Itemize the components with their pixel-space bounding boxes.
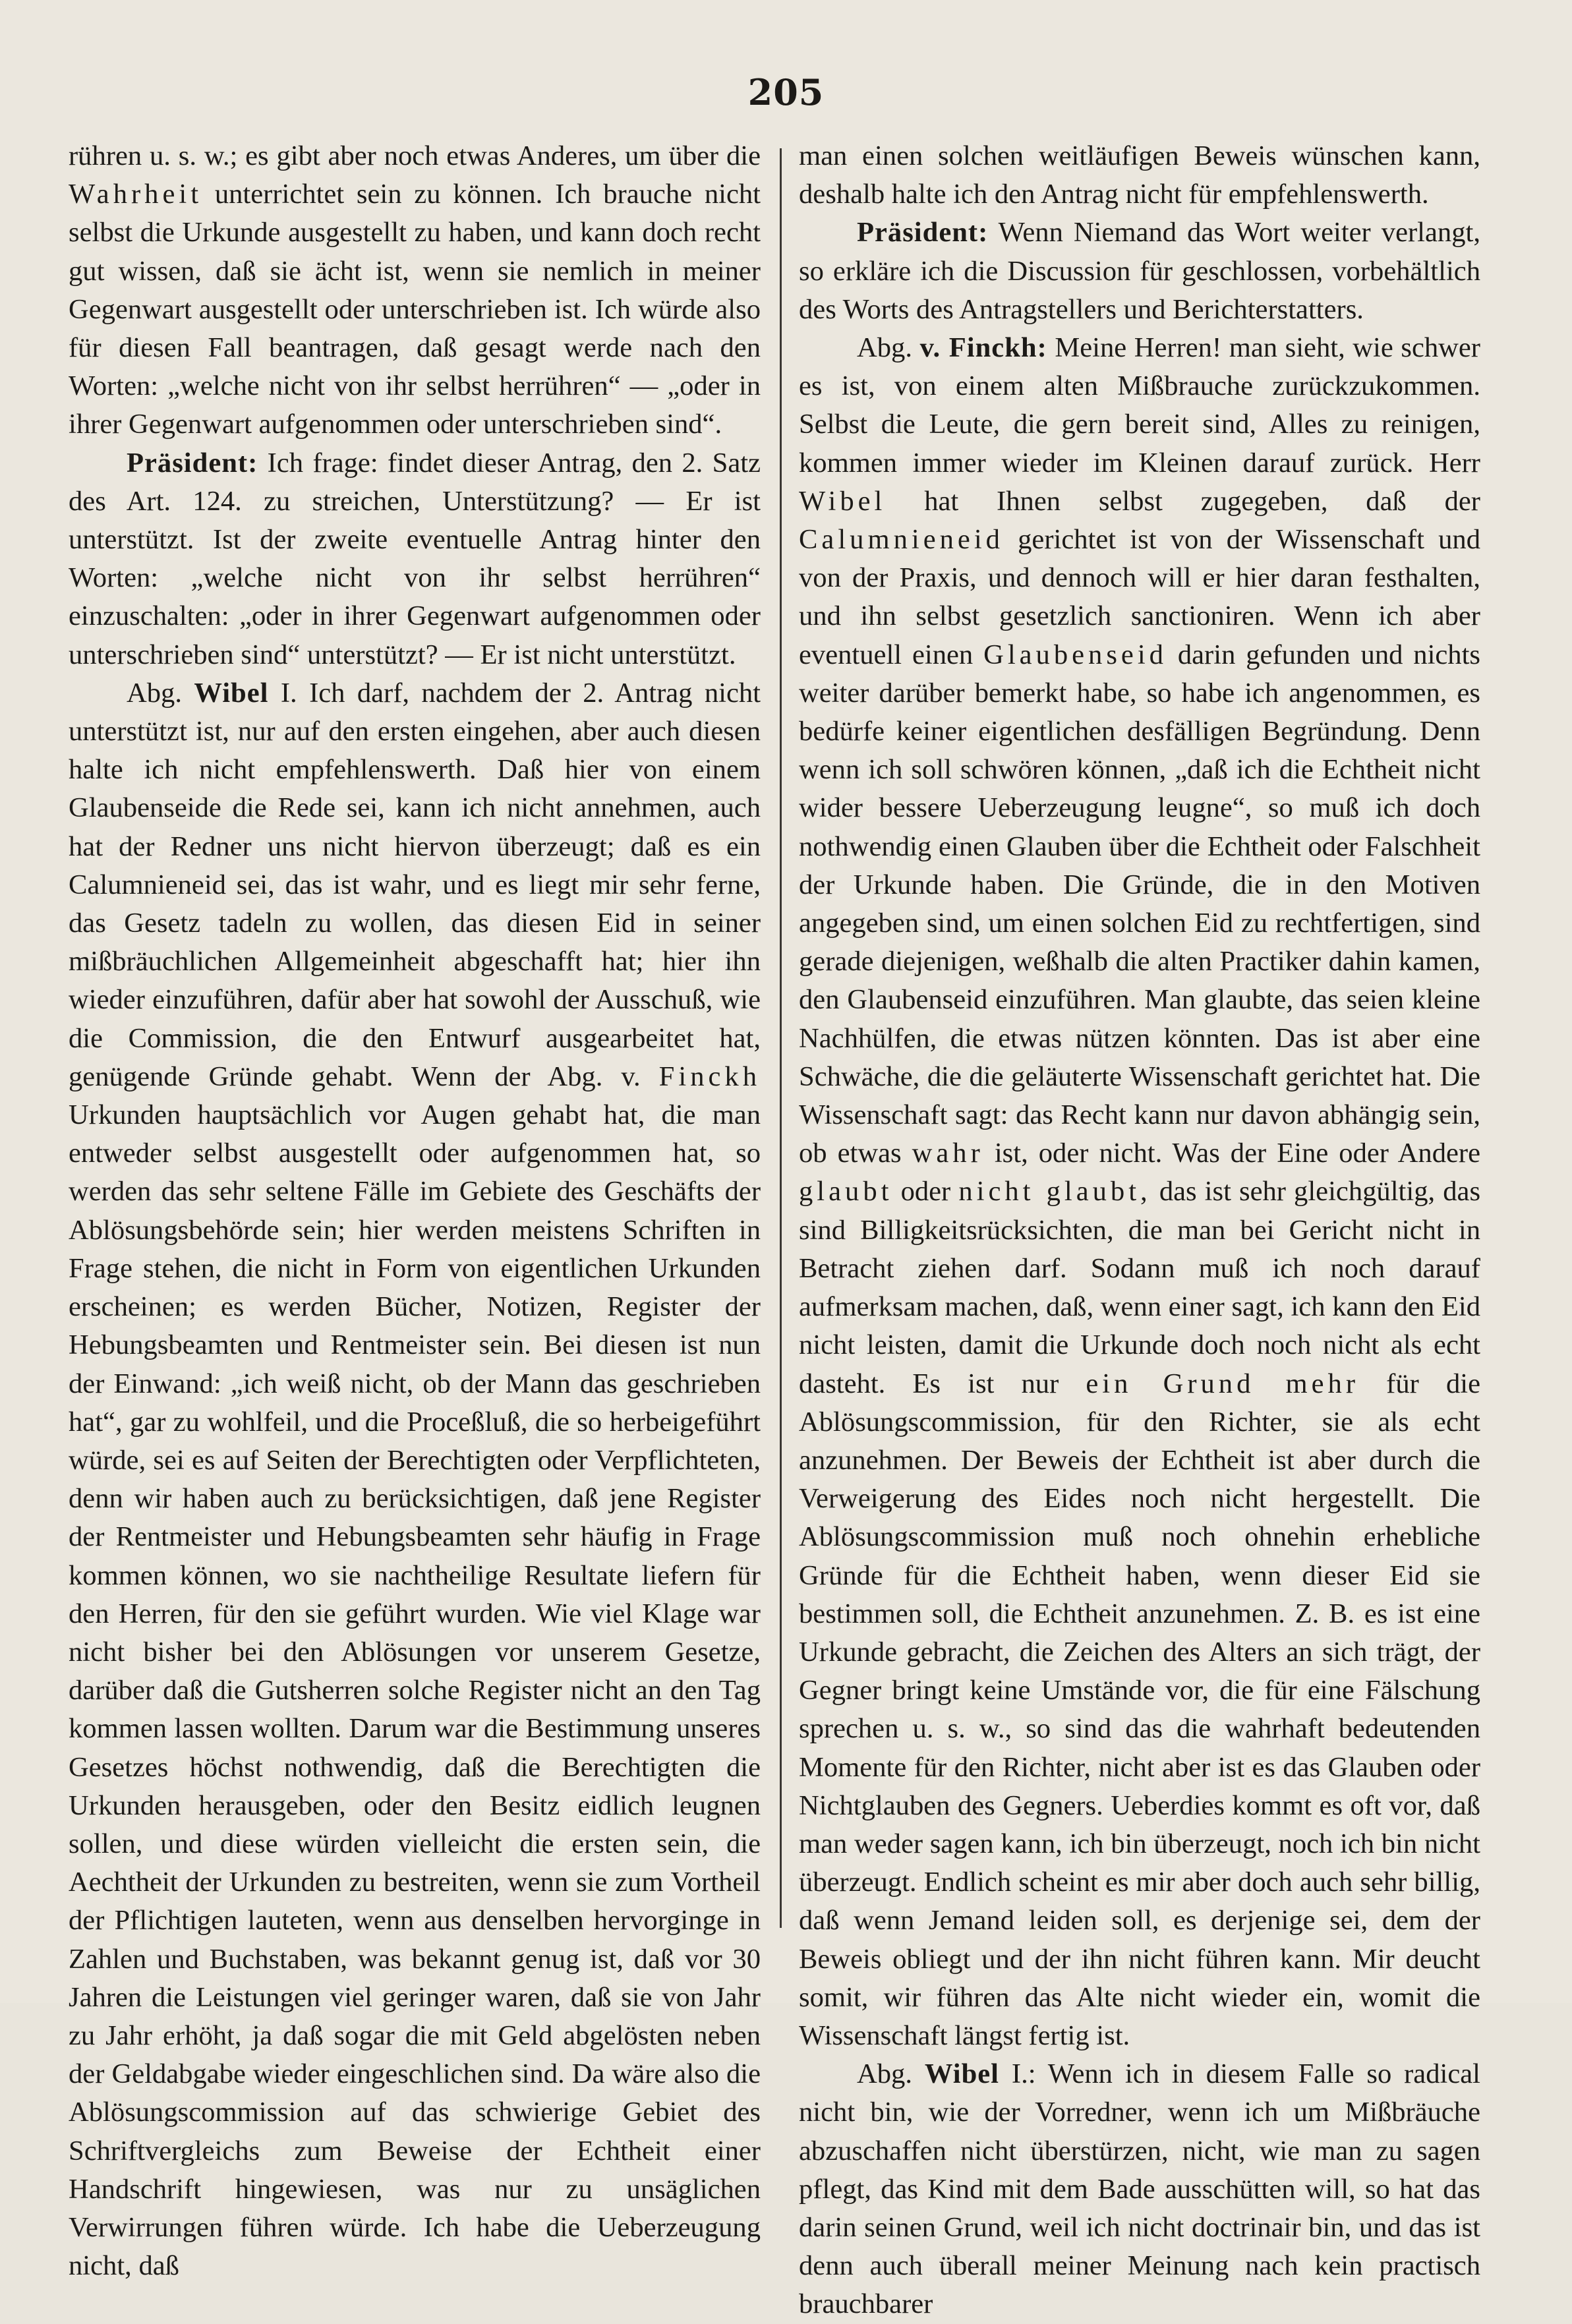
- spaced-emphasis: glaubt: [799, 1176, 893, 1207]
- text-segment: für die Ablösungscommission, für den Richter, sie als echt anzunehmen. Der Beweis der Echtheit ist aber durch die Verweigerung des Eides noch nicht hergestellt. Die Ablösungscommission muß noch ohnehin erhebliche Gründe für die Echtheit haben, wenn dieser Eid sie bestimmen soll, die Echtheit anzunehmen. Z. B. es ist eine Urkunde gebracht, die Zeichen des Alters an sich trägt, der Gegner bringt keine Umstände vor, die für eine Fälschung sprechen u. s. w., so sind das die wahrhaft bedeutenden Momente für den Richter, nicht aber ist es das Glauben oder Nichtglauben des Gegners. Ueberdies kommt es oft vor, daß man weder sagen kann, ich bin überzeugt, noch ich bin nicht überzeugt. Endlich scheint es mir aber doch auch sehr billig, daß wenn Jemand leiden soll, es derjenige sei, dem der Beweis obliegt und der ihn nicht führen kann. Mir deucht somit, wir führen das Alte nicht wieder ein, womit die Wissenschaft längst fertig ist.: [799, 1368, 1480, 2051]
- spaced-emphasis: Calumnieneid: [799, 524, 1004, 556]
- speaker-prefix: Abg.: [857, 332, 913, 364]
- paragraph: [799, 2055, 1480, 2323]
- paragraph: [69, 444, 761, 674]
- text-segment: ist, oder nicht. Was der Eine oder Andere: [994, 1138, 1480, 1169]
- speaker-name: Präsident:: [127, 447, 258, 479]
- paragraph: [799, 137, 1480, 214]
- speaker-suffix: I.:: [1011, 2058, 1036, 2090]
- paragraph: [69, 674, 761, 2286]
- spaced-emphasis: Wibel: [799, 485, 887, 517]
- right-column: [799, 137, 1480, 2324]
- paragraph: [69, 137, 761, 444]
- speaker-prefix: Abg.: [857, 2058, 913, 2090]
- page-number: 205: [747, 71, 825, 113]
- paragraph: [799, 214, 1480, 329]
- paragraph: [799, 329, 1480, 2055]
- text-segment: Wenn ich in diesem Falle so radical nicht bin, wie der Vorredner, wenn ich um Mißbräuche abzuschaffen nicht überstürzen, nicht, wie man zu sagen pflegt, das Kind mit dem Bade ausschütten will, so hat das darin seinen Grund, weil ich nicht doctrinair bin, und das ist denn auch überall meiner Meinung nach kein practisch brauchbarer: [799, 2058, 1480, 2320]
- text-segment: darin gefunden und nichts weiter darüber bemerkt habe, so habe ich angenommen, es bedürfe keiner eigentlichen desfälligen Begründung. Denn wenn ich soll schwören können, „daß ich die Echtheit nicht wider bessere Ueberzeugung leugne“, so muß ich doch nothwendig einen Glauben über die Echtheit oder Falschheit der Urkunde haben. Die Gründe, die in den Motiven angegeben sind, um einen solchen Eid zu rechtfertigen, sind gerade diejenigen, weßhalb die alten Practiker dahin kamen, den Glaubenseid einzuführen. Man glaubte, das seien kleine Nachhülfen, die etwas nützen könnten. Das ist aber eine Schwäche, die die geläuterte Wissenschaft gerichtet hat. Die Wissenschaft sagt: das Recht kann nur davon abhängig sein, ob etwas: [799, 639, 1481, 1169]
- speaker-name: Präsident:: [857, 217, 989, 248]
- spaced-emphasis: Finckh: [658, 1060, 761, 1092]
- text-segment: hat Ihnen selbst zugegeben, daß der: [924, 485, 1480, 517]
- spaced-emphasis: Wahrheit: [69, 179, 203, 210]
- speaker-name: v. Finckh:: [919, 332, 1047, 364]
- text-segment: man einen solchen weitläufigen Beweis wünschen kann, deshalb halte ich den Antrag nicht für empfehlenswerth.: [799, 140, 1480, 210]
- text-segment: Meine Herren! man sieht, wie schwer es ist, von einem alten Mißbrauche zurückzukommen. Selbst die Leute, die gern bereit sind, Alles zu reinigen, kommen immer wieder im Kleinen darauf zurück. Herr: [799, 332, 1480, 479]
- speaker-name: Wibel: [194, 677, 269, 709]
- speaker-name: Wibel: [924, 2058, 999, 2090]
- spaced-emphasis: wahr: [912, 1138, 984, 1169]
- text-segment: gerichtet ist von der Wissenschaft und von der Praxis, und dennoch will er hier daran festhalten, und ihn selbst gesetzlich sanctioniren. Wenn ich aber eventuell einen: [799, 524, 1480, 670]
- spaced-emphasis: ein Grund mehr: [1086, 1368, 1360, 1399]
- text-segment: Ich frage: findet dieser Antrag, den 2. Satz des Art. 124. zu streichen, Unterstützung? — Er ist unterstützt. Ist der zweite eventuelle Antrag hinter den Worten: „welche nicht von ihr selbst herrühren“ einzuschalten: „oder in ihrer Gegenwart aufgenommen oder unterschrieben sind“ unterstützt? — Er ist nicht unterstützt.: [69, 447, 761, 670]
- left-column: [69, 137, 761, 2285]
- spaced-emphasis: Glaubenseid: [983, 639, 1167, 670]
- speaker-prefix: Abg.: [127, 677, 183, 709]
- text-segment: Urkunden hauptsächlich vor Augen gehabt hat, die man entweder selbst ausgestellt oder aufgenommen hat, so werden das sehr seltene Fälle im Gebiete des Geschäfts der Ablösungsbehörde sein; hier werden meistens Schriften in Frage stehen, die nicht in Form von eigentlichen Urkunden erscheinen; es werden Bücher, Notizen, Register der Hebungsbeamten und Rentmeister sein. Bei diesen ist nun der Einwand: „ich weiß nicht, ob der Mann das geschrieben hat“, gar zu wohlfeil, und die Proceßluß, die so herbeigeführt würde, sei es auf Seiten der Berechtigten oder Verpflichteten, denn wir haben auch zu berücksichtigen, daß jene Register der Rentmeister und Hebungsbeamten sehr häufig in Frage kommen können, wo sie nachtheilige Resultate liefern für den Herren, für den sie geführt wurden. Wie viel Klage war nicht bisher bei den Ablösungen vor unserem Gesetze, darüber daß die Gutsherren solche Register nicht an den Tag kommen lassen wollten. Darum war die Bestimmung unseres Gesetzes höchst nothwendig, daß die Berechtigten die Urkunden herausgeben, oder den Besitz eidlich leugnen sollen, und diese würden vielleicht die ersten sein, die Aechtheit der Urkunden zu bestreiten, wenn sie zum Vortheil der Pflichtigen lauteten, wenn aus denselben hervorginge in Zahlen und Buchstaben, was bekannt genug ist, daß vor 30 Jahren die Leistungen viel geringer waren, daß sie von Jahr zu Jahr erhöht, ja daß sogar die mit Geld abgelösten neben der Geldabgabe wieder eingeschlichen sind. Da wäre also die Ablösungscommission auf das schwierige Gebiet des Schriftvergleichs zum Beweise der Echtheit einer Handschrift hingewiesen, was nur zu unsäglichen Verwirrungen führen würde. Ich habe die Ueberzeugung nicht, daß: [69, 1099, 761, 2282]
- spaced-emphasis: nicht glaubt,: [958, 1176, 1151, 1207]
- text-segment: Ich darf, nachdem der 2. Antrag nicht unterstützt ist, nur auf den ersten eingehen, aber auch diesen halte ich nicht empfehlenswerth. Daß hier von einem Glaubenseide die Rede sei, kann ich nicht annehmen, auch hat der Redner uns nicht hiervon überzeugt; daß es ein Calumnieneid sei, das ist wahr, und es liegt mir sehr ferne, das Gesetz tadeln zu wollen, das diesen Eid in seiner mißbräuchlichen Allgemeinheit abgeschafft hat; hier ihn wieder einzuführen, dafür aber hat sowohl der Ausschuß, wie die Commission, die den Entwurf ausgearbeitet hat, genügende Gründe gehabt. Wenn der Abg. v.: [69, 677, 761, 1092]
- text-segment: rühren u. s. w.; es gibt aber noch etwas Anderes, um über die: [69, 140, 761, 171]
- text-segment: unterrichtet sein zu können. Ich brauche nicht selbst die Urkunde ausgestellt zu haben, und kann doch recht gut wissen, daß sie ächt ist, wenn sie nemlich in meiner Gegenwart ausgestellt oder unterschrieben ist. Ich würde also für diesen Fall beantragen, daß gesagt werde nach den Worten: „welche nicht von ihr selbst herrühren“ — „oder in ihrer Gegenwart aufgenommen oder unterschrieben sind“.: [69, 179, 761, 440]
- column-divider: [780, 148, 782, 1928]
- text-segment: oder: [900, 1176, 951, 1207]
- speaker-suffix: I.: [280, 677, 297, 709]
- text-segment: das ist sehr gleichgültig, das sind Billigkeitsrücksichten, die man bei Gericht nicht in Betracht ziehen darf. Sodann muß ich noch darauf aufmerksam machen, daß, wenn einer sagt, ich kann den Eid nicht leisten, damit die Urkunde doch noch nicht als echt dasteht. Es ist nur: [799, 1176, 1481, 1399]
- text-segment: Wenn Niemand das Wort weiter verlangt, so erkläre ich die Discussion für geschlossen, vorbehältlich des Worts des Antragstellers und Berichterstatters.: [799, 217, 1480, 325]
